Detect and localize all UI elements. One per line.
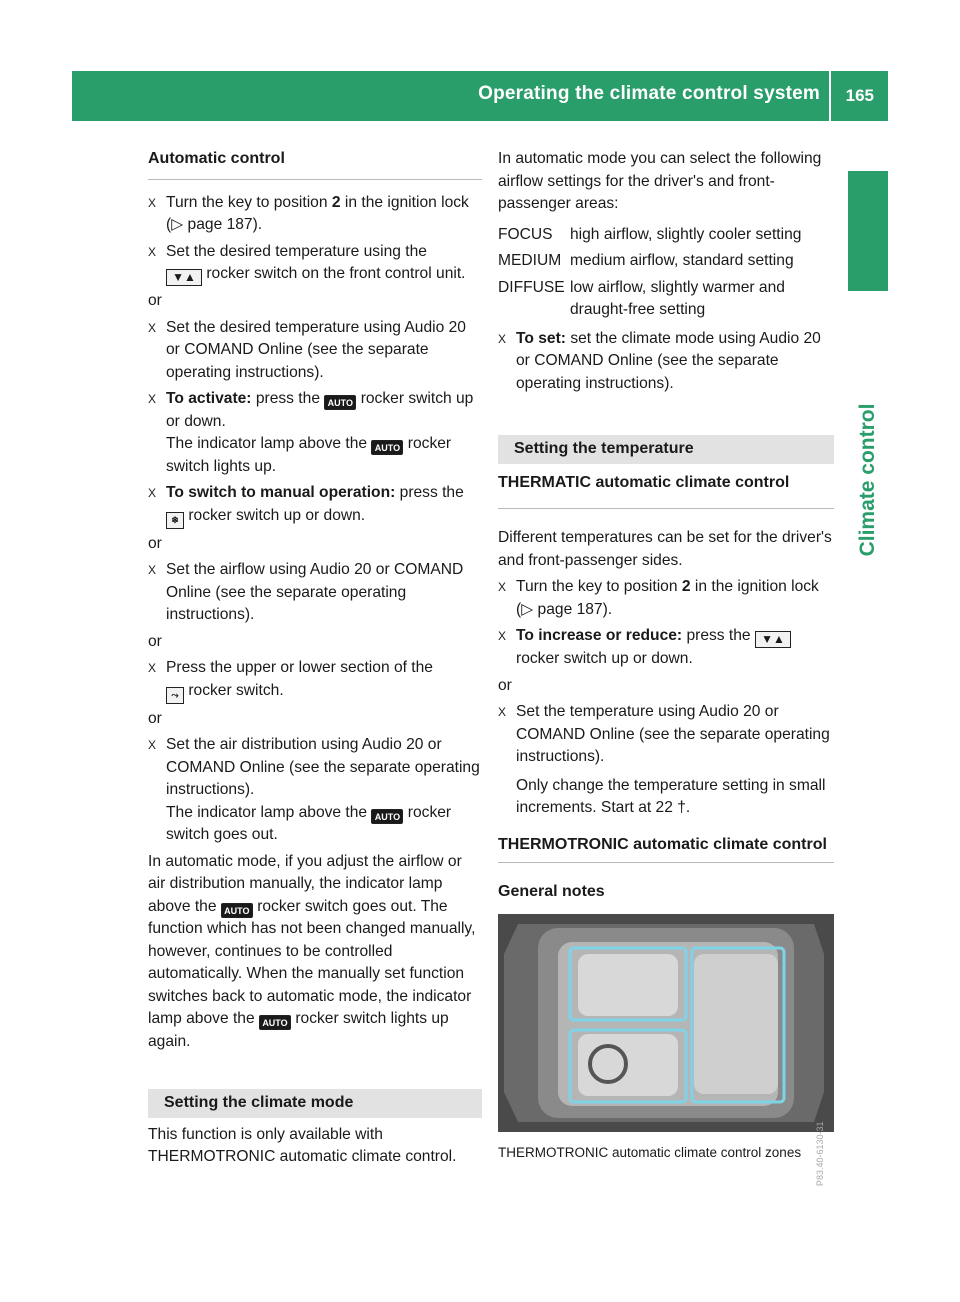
divider	[498, 862, 834, 863]
page-ref-icon: ▷	[521, 600, 534, 618]
instruction-step: X To switch to manual operation: press the ❄ rocker switch up or down.	[148, 482, 482, 529]
body-paragraph: In automatic mode, if you adjust the airflow or air distribution manually, the indicator lamp above the AUTO rocker switch goes out. The function which has not been changed manually, however, continues to be controlled automatically. When the manually set function switches back to automatic mode, the indicator lamp above the AUTO rocker switch lights up again.	[148, 852, 476, 1050]
section-header-temperature: Setting the temperature	[498, 435, 834, 464]
header-bar	[72, 71, 888, 121]
or-text: or	[498, 676, 512, 694]
arrow-icon: X	[148, 738, 157, 752]
page-ref-link[interactable]: page 187).	[187, 216, 263, 233]
mode-key: DIFFUSE	[498, 278, 565, 296]
divider	[498, 508, 834, 509]
auto-icon: AUTO	[371, 809, 403, 824]
mode-value: medium airflow, standard setting	[570, 252, 794, 269]
arrow-icon: X	[498, 705, 507, 719]
arrow-icon: X	[148, 563, 157, 577]
body-paragraph: In automatic mode you can select the following airflow settings for the driver's and front-passenger areas:	[498, 150, 822, 212]
instruction-step: X To increase or reduce: press the ▼▲ rocker switch up or down.	[498, 625, 834, 671]
body-paragraph: Different temperatures can be set for the driver's and front-passenger sides.	[498, 529, 832, 569]
climate-mode-table	[498, 224, 834, 322]
figure-caption: THERMOTRONIC automatic climate control zones	[498, 1144, 802, 1160]
section-title-general-notes: General notes	[498, 883, 605, 900]
section-title-automatic-control: Automatic control	[148, 150, 285, 167]
mode-row	[498, 250, 834, 273]
body-paragraph: This function is only available with THERMOTRONIC automatic climate control.	[148, 1125, 457, 1165]
instruction-step: X Turn the key to position 2 in the ignition lock (▷ page 187).	[498, 578, 819, 618]
instruction-step: X Set the temperature using Audio 20 or COMAND Online (see the separate operating instructions). Only change the temperature setting in small increments. Start at 22 †.	[498, 703, 830, 816]
arrow-icon: X	[148, 392, 157, 406]
or-text: or	[148, 534, 162, 552]
arrow-icon: X	[148, 661, 157, 675]
instruction-step: X To set: set the climate mode using Audio 20 or COMAND Online (see the separate operating instructions).	[498, 329, 821, 392]
right-column	[498, 148, 834, 1187]
mode-value: high airflow, slightly cooler setting	[570, 225, 802, 243]
instruction-step: X Set the air distribution using Audio 20 or COMAND Online (see the separate operating instructions). The indicator lamp above the AUTO rocker switch goes out.	[148, 736, 480, 843]
air-distribution-icon: ⤳	[166, 687, 184, 704]
instruction-step: X To activate: press the AUTO rocker switch up or down. The indicator lamp above the AUTO rocker switch lights up.	[148, 390, 474, 475]
arrow-icon: X	[148, 195, 157, 210]
or-text: or	[148, 632, 162, 650]
arrow-icon: X	[148, 320, 157, 335]
mode-key: MEDIUM	[498, 252, 562, 269]
or-text: or	[148, 292, 162, 309]
arrow-icon: X	[498, 331, 507, 346]
temperature-rocker-icon: ▼▲	[755, 631, 791, 648]
side-tab-label: Climate control	[855, 403, 879, 557]
page-ref-icon: ▷	[171, 216, 184, 233]
arrow-icon: X	[498, 580, 507, 594]
arrow-icon: X	[148, 244, 157, 259]
auto-icon: AUTO	[221, 903, 253, 918]
side-tab	[848, 171, 888, 291]
header-divider	[829, 71, 831, 121]
mode-key: FOCUS	[498, 225, 553, 243]
instruction-step: X Set the desired temperature using Audio 20 or COMAND Online (see the separate operating instructions).	[148, 318, 466, 381]
instruction-step: X Set the airflow using Audio 20 or COMAND Online (see the separate operating instructions).	[148, 561, 464, 623]
auto-icon: AUTO	[371, 440, 403, 455]
temperature-rocker-icon: ▼▲	[166, 269, 202, 286]
divider	[148, 179, 482, 180]
or-text: or	[148, 709, 162, 727]
mode-value: low airflow, slightly warmer and draught-free setting	[570, 278, 785, 318]
section-header-climate-mode: Setting the climate mode	[148, 1089, 482, 1118]
left-column	[148, 148, 482, 1173]
instruction-step: X Set the desired temperature using the ▼▲ rocker switch on the front control unit.	[148, 242, 466, 284]
instruction-step: X Turn the key to position 2 in the ignition lock (▷ page 187).	[148, 193, 469, 233]
mode-row	[498, 224, 834, 247]
arrow-icon: X	[498, 629, 507, 643]
fan-off-icon: ❄	[166, 512, 184, 529]
auto-icon: AUTO	[259, 1015, 291, 1030]
arrow-icon: X	[148, 486, 157, 500]
figure-code: P83.40-6130-31	[815, 1121, 826, 1187]
header-title: Operating the climate control system	[478, 83, 820, 104]
section-title-thermotronic: THERMOTRONIC automatic climate control	[498, 835, 827, 853]
page-number: 165	[845, 86, 874, 105]
section-title-thermatic: THERMATIC automatic climate control	[498, 473, 790, 491]
auto-icon: AUTO	[324, 395, 356, 410]
page-ref-link[interactable]: page 187).	[537, 600, 613, 618]
instruction-step: X Press the upper or lower section of the ⤳ rocker switch.	[148, 657, 482, 704]
mode-row	[498, 277, 834, 322]
car-top-view-illustration	[498, 914, 834, 1132]
